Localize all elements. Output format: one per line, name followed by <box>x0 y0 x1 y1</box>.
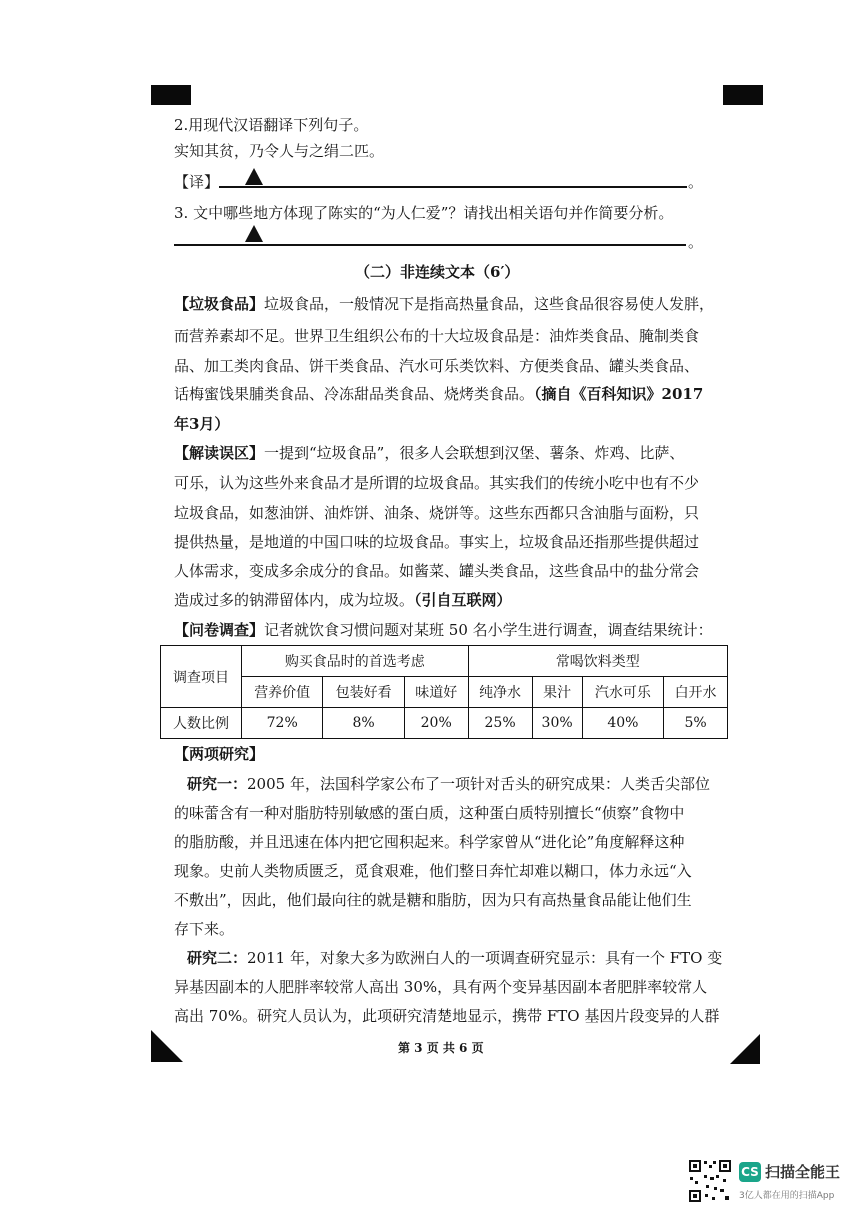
table-cell: 25% <box>468 708 532 739</box>
junk-food-source: （摘自《百科知识》2017 <box>534 385 704 403</box>
table-cell-group-1: 购买食品时的首选考虑 <box>242 646 469 677</box>
top-right-marker <box>723 85 763 105</box>
table-cell: 40% <box>582 708 663 739</box>
bottom-right-marker-icon <box>730 1034 760 1064</box>
misread-line-1 <box>174 443 684 463</box>
misread-line-2: 可乐，认为这些外来食品才是所谓的垃圾食品。其实我们的传统小吃中也有不少 <box>174 474 700 492</box>
misread-line-5: 人体需求，变成多余成分的食品。如酱菜、罐头类食品，这些食品中的盐分常会 <box>174 562 700 580</box>
table-cell-row-header: 调查项目 <box>161 646 242 708</box>
research-2-label: 研究二： <box>187 949 248 967</box>
triangle-marker-icon <box>245 225 263 242</box>
misread-source: （引自互联网） <box>414 591 512 609</box>
table-row <box>161 708 728 739</box>
table-cell: 72% <box>242 708 323 739</box>
question-2-sentence: 实知其贫，乃令人与之绢二匹。 <box>174 142 385 160</box>
app-logo: CS <box>739 1162 761 1182</box>
table-cell: 5% <box>664 708 728 739</box>
text-span: 话梅蜜饯果脯类食品、冷冻甜品类食品、烧烤类食品。 <box>174 385 535 403</box>
junk-food-line-2: 而营养素却不足。世界卫生组织公布的十大垃圾食品是：油炸类食品、腌制类食 <box>174 327 700 345</box>
text-span: 记者就饮食习惯问题对某班 50 名小学生进行调查，调查结果统计： <box>264 621 713 639</box>
answer-line[interactable] <box>219 186 687 188</box>
research-2-line-3: 高出 70%。研究人员认为，此项研究清楚地显示，携带 FTO 基因片段变异的人群 <box>174 1007 720 1025</box>
app-tagline: 3亿人都在用的扫描App <box>739 1191 835 1201</box>
table-row <box>161 646 728 677</box>
research-1-label: 研究一： <box>187 775 248 793</box>
junk-food-line-3: 品、加工类肉食品、饼干类食品、汽水可乐类饮料、方便类食品、罐头类食品、 <box>174 357 700 375</box>
research-2-line-2: 异基因副本的人肥胖率较常人高出 30%，具有两个变异基因副本者肥胖率较常人 <box>174 978 708 996</box>
answer-tag: 【译】 <box>174 173 220 191</box>
table-cell: 包装好看 <box>323 677 404 708</box>
misread-line-6 <box>174 590 512 610</box>
top-left-marker <box>151 85 191 105</box>
text-span: 2005 年，法国科学家公布了一项针对舌头的研究成果：人类舌尖部位 <box>247 775 710 793</box>
misread-line-3: 垃圾食品，如葱油饼、油炸饼、油条、烧饼等。这些东西都只含油脂与面粉，只 <box>174 504 700 522</box>
table-row <box>161 677 728 708</box>
app-name: 扫描全能王 <box>765 1163 841 1181</box>
table-cell: 纯净水 <box>468 677 532 708</box>
answer-line[interactable] <box>174 244 686 246</box>
section-title: （二）非连续文本（6′） <box>355 263 520 281</box>
table-cell-group-2: 常喝饮料类型 <box>468 646 727 677</box>
qr-code-icon <box>688 1159 732 1203</box>
research-1-line-2: 的味蕾含有一种对脂肪特别敏感的蛋白质，这种蛋白质特别擅长“侦察”食物中 <box>174 804 685 822</box>
research-2-line-1 <box>187 948 722 968</box>
table-cell: 味道好 <box>404 677 468 708</box>
table-cell: 20% <box>404 708 468 739</box>
survey-intro-line <box>174 620 713 640</box>
research-1-line-1 <box>187 774 710 794</box>
table-cell: 果汁 <box>532 677 582 708</box>
survey-tag: 【问卷调查】 <box>174 621 265 639</box>
table-cell: 营养价值 <box>242 677 323 708</box>
text-span: 2011 年，对象大多为欧洲白人的一项调查研究显示：具有一个 FTO 变 <box>247 949 723 967</box>
research-1-line-3: 的脂肪酸，并且迅速在体内把它囤积起来。科学家曾从“进化论”角度解释这种 <box>174 833 685 851</box>
text-span: 造成过多的钠滞留体内，成为垃圾。 <box>174 591 415 609</box>
table-cell: 8% <box>323 708 404 739</box>
research-tag: 【两项研究】 <box>174 745 265 763</box>
junk-food-line-4 <box>174 384 703 404</box>
survey-table <box>160 645 728 739</box>
junk-food-source-end: 年3月） <box>174 415 230 433</box>
question-3-prompt: 3. 文中哪些地方体现了陈实的“为人仁爱”？请找出相关语句并作简要分析。 <box>174 204 674 222</box>
table-cell: 30% <box>532 708 582 739</box>
page-number: 第 3 页 共 6 页 <box>398 1041 484 1055</box>
research-1-line-5: 不敷出”，因此，他们最向往的就是糖和脂肪，因为只有高热量食品能让他们生 <box>174 891 692 909</box>
research-1-line-6: 存下来。 <box>174 920 235 938</box>
answer-line-period: 。 <box>688 173 704 191</box>
text-span: 垃圾食品，一般情况下是指高热量食品，这些食品很容易使人发胖， <box>264 295 715 313</box>
junk-food-line-1 <box>174 294 714 314</box>
table-cell: 白开水 <box>664 677 728 708</box>
junk-food-tag: 【垃圾食品】 <box>174 295 265 313</box>
text-span: 一提到“垃圾食品”，很多人会联想到汉堡、薯条、炸鸡、比萨、 <box>264 444 685 462</box>
answer-line-period: 。 <box>688 233 704 251</box>
bottom-left-marker-icon <box>151 1030 183 1062</box>
table-cell-ratio-label: 人数比例 <box>161 708 242 739</box>
triangle-marker-icon <box>245 168 263 185</box>
question-2-prompt: 2.用现代汉语翻译下列句子。 <box>174 116 369 134</box>
research-1-line-4: 现象。史前人类物质匮乏，觅食艰难，他们整日奔忙却难以糊口，体力永远“入 <box>174 862 692 880</box>
misread-tag: 【解读误区】 <box>174 444 265 462</box>
table-cell: 汽水可乐 <box>582 677 663 708</box>
misread-line-4: 提供热量，是地道的中国口味的垃圾食品。事实上，垃圾食品还指那些提供超过 <box>174 533 700 551</box>
